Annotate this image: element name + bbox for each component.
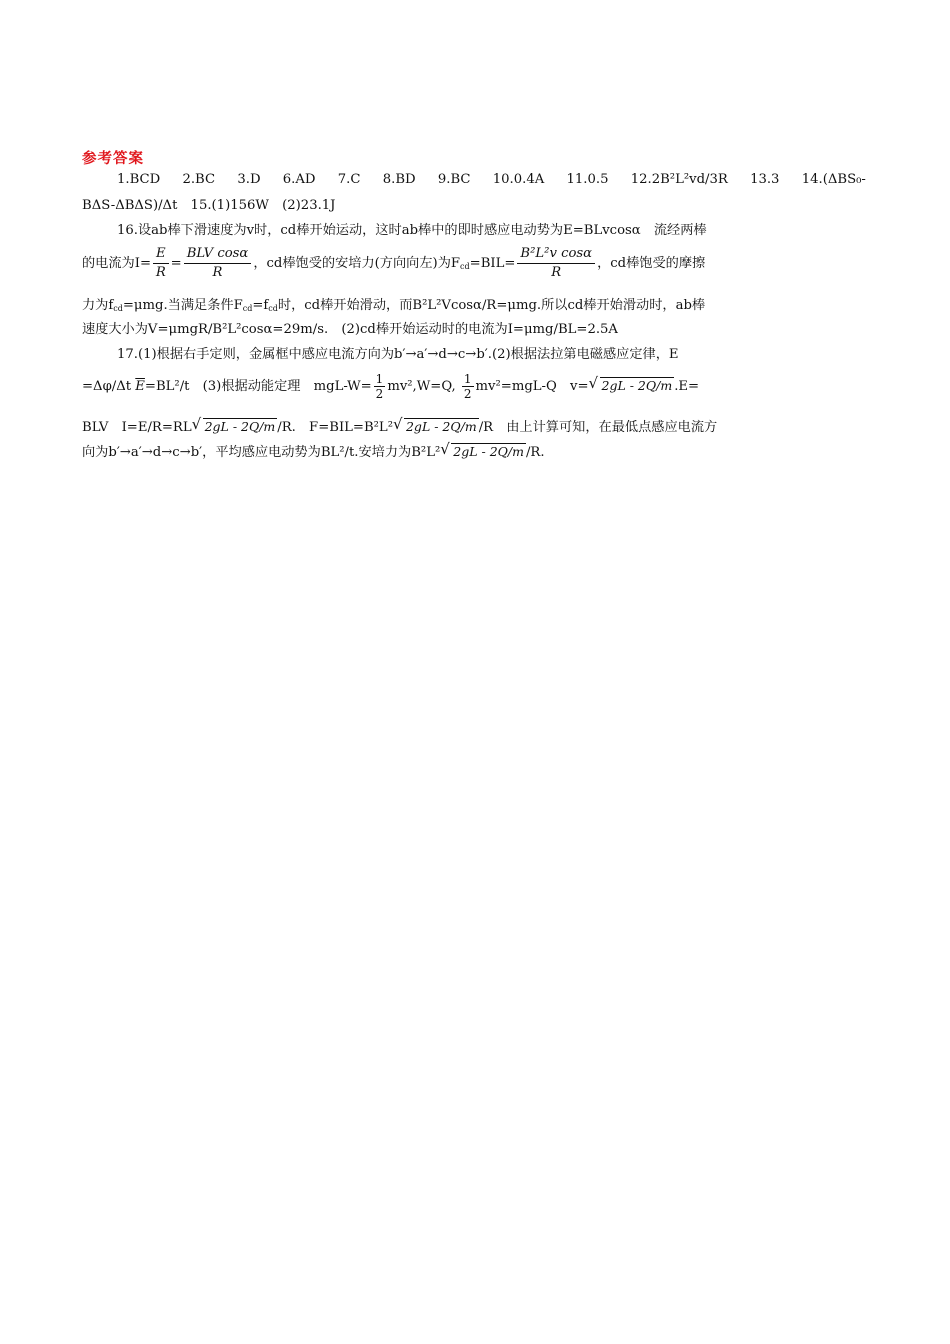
answer-item: 9.BC: [437, 172, 471, 187]
answer-item: 12.2B²L²vd/3R: [630, 172, 728, 187]
answer-item: 1.BCD: [117, 172, 161, 187]
q17-line-3: BLV I=E/R=RL √ 2gL - 2Q/m /R. F=BIL=B²L² √ 2gL - 2Q/m /R 由上计算可知，在最低点感应电流方: [82, 415, 718, 435]
fraction-e-over-r: $\frac{E}{R}$: [153, 245, 169, 282]
answers-heading: 参考答案: [82, 151, 144, 167]
q17-line-2: =Δφ/Δt $\overline{E}=BL^2/t$ (3)根据动能定理 mgL-W= $\frac{1}{2}$ mv²,W=Q, $\frac{1}{2}$ mv²=mgL-Q v= √ 2gL - 2Q/m .E=: [82, 372, 700, 401]
mean-emf-symbol: $\overline{E}$: [135, 379, 145, 394]
answer-item: 6.AD: [282, 172, 316, 187]
answer-item: 7.C: [337, 172, 361, 187]
answer-item: 13.3: [750, 172, 780, 187]
sqrt-expression-4: √ 2gL - 2Q/m: [440, 440, 524, 459]
answer-item: 2.BC: [182, 172, 216, 187]
answer-item: 3.D: [237, 172, 261, 187]
q16-line-1: 16.设ab棒下滑速度为v时，cd棒开始运动，这时ab棒中的即时感应电动势为E=BLvcosα 流经两棒: [117, 223, 707, 238]
q16-line-4: 速度大小为V=μmgR/B²L²cosα=29m/s. (2)cd棒开始运动时的电流为I=μmg/BL=2.5A: [82, 322, 618, 337]
answers-line-2: BΔS-ΔBΔS)/Δt 15.(1)156W (2)23.1J: [82, 198, 336, 213]
fraction-blvcos-over-r: $\frac{\text{BLV cosα}}{R}$: [184, 245, 252, 282]
answer-item: 8.BD: [382, 172, 416, 187]
fraction-b2l2vcos-over-r: $\frac{\text{B²L²v cosα}}{R}$: [517, 245, 595, 282]
answer-item: 10.0.4A: [492, 172, 545, 187]
sqrt-expression-3: √ 2gL - 2Q/m: [392, 415, 477, 434]
fraction-one-half: $\frac{1}{2}$: [375, 372, 384, 401]
q17-line-4: 向为b′→a′→d→c→b′，平均感应电动势为BL²/t.安培力为B²L² √ 2gL - 2Q/m /R.: [82, 440, 545, 460]
sqrt-expression: √ 2gL - 2Q/m: [588, 374, 673, 393]
fraction-one-half-2: $\frac{1}{2}$: [463, 372, 472, 401]
answer-item: 14.(ΔBS₀-: [801, 172, 866, 187]
q16-line-2: 的电流为I= $\frac{E}{R}$ = $\frac{\text{BLV cosα}}{R}$ ，cd棒饱受的安培力(方向向左)为$F_{cd}=BIL=$ $\frac{\text{B²L²v cosα}}{R}$ ，cd棒饱受的摩擦: [82, 246, 706, 280]
q17-line-1: 17.(1)根据右手定则，金属框中感应电流方向为b′→a′→d→c→b′.(2)根据法拉第电磁感应定律，E: [117, 347, 679, 362]
answers-line-1: [117, 171, 866, 189]
q16-line-3: 力为$f_{cd}=\mu mg$.当满足条件$F_{cd}=f_{cd}$时，cd棒开始滑动，而B²L²Vcosα/R=μmg.所以cd棒开始滑动时，ab棒: [82, 298, 706, 313]
sqrt-expression-2: √ 2gL - 2Q/m: [191, 415, 276, 434]
answer-item: 11.0.5: [566, 172, 609, 187]
